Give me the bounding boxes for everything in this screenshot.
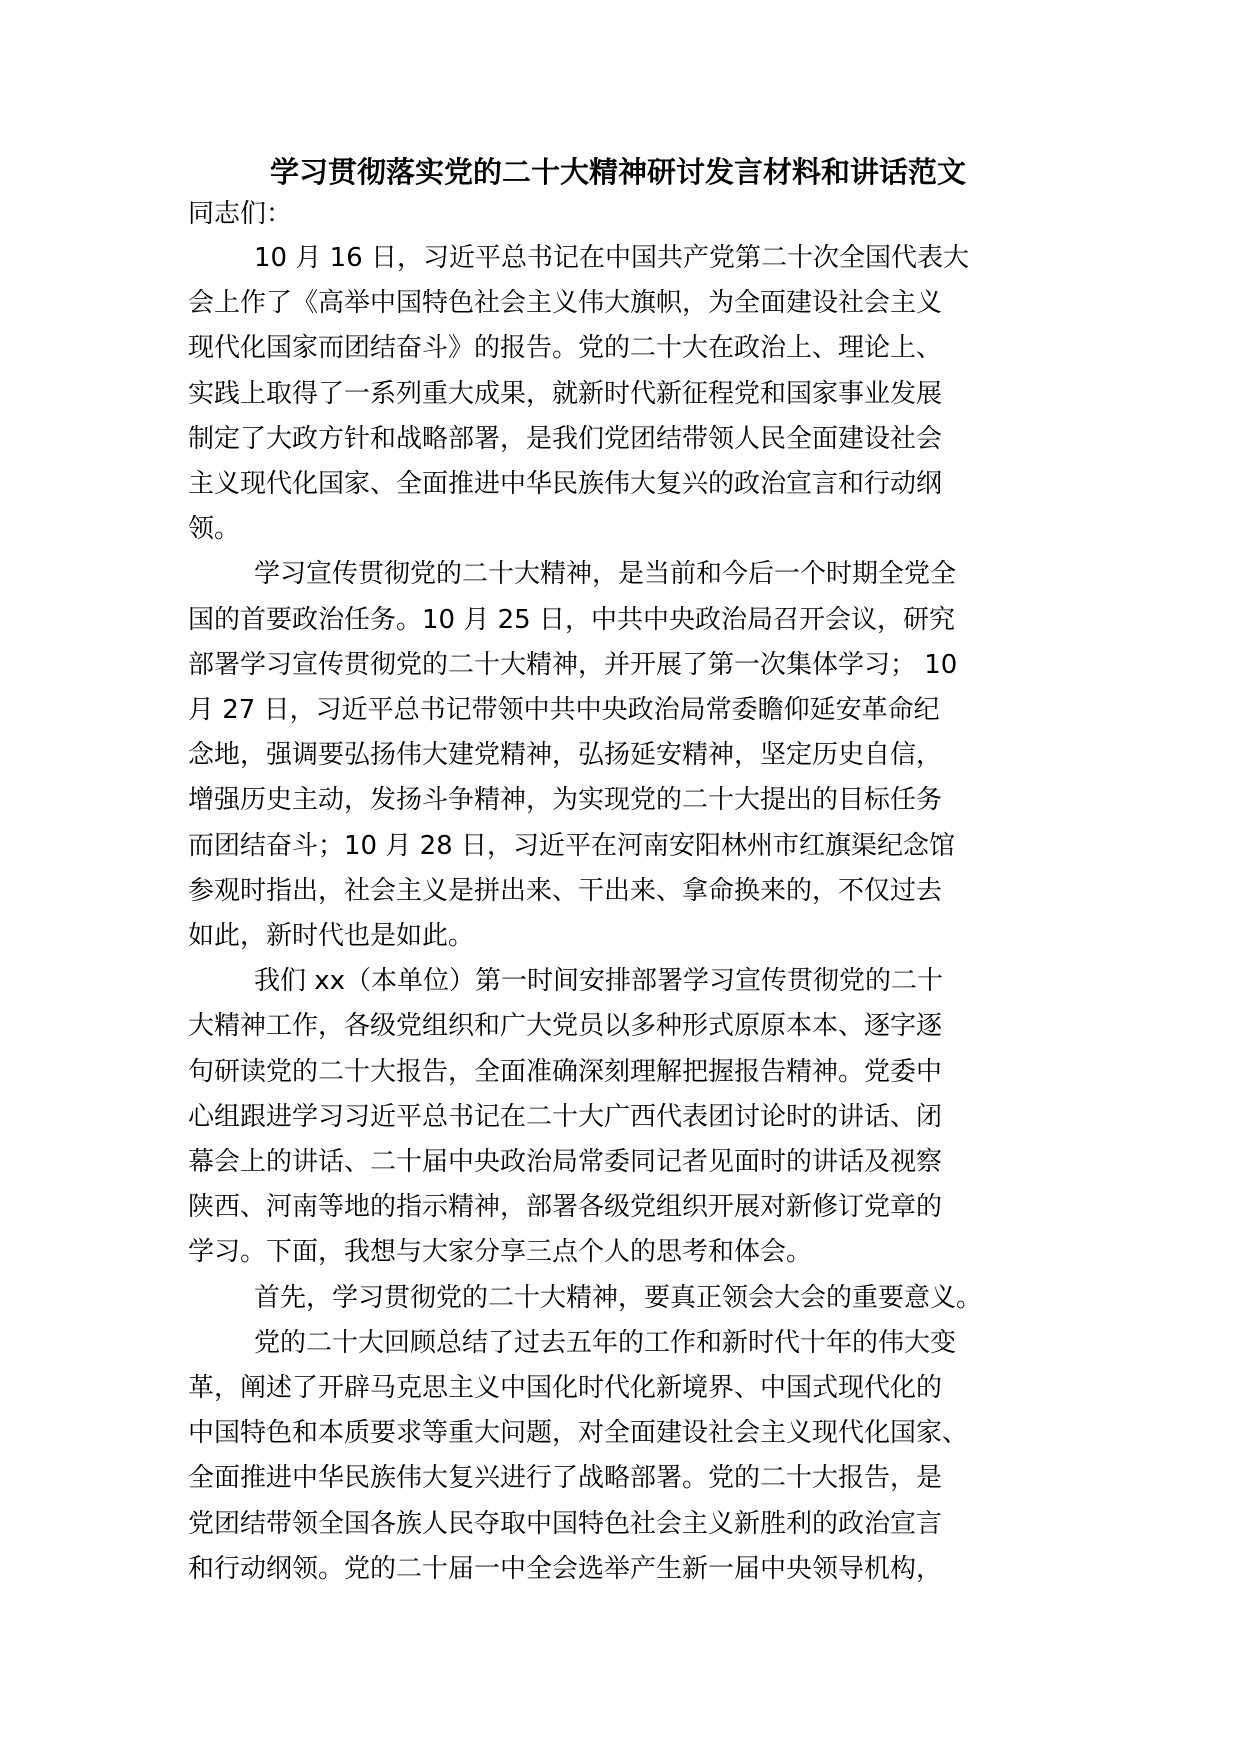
text-line: 学习。下面，我想与大家分享三点个人的思考和体会。 [188,1237,813,1268]
document-title: 学习贯彻落实党的二十大精神研讨发言材料和讲话范文 [269,155,966,189]
text-line: 句研读党的二十大报告，全面准确深刻理解把握报告精神。党委中 [188,1056,943,1087]
text-line: 首先，学习贯彻党的二十大精神，要真正领会大会的重要意义。 [254,1282,983,1313]
text-line: 主义现代化国家、全面推进中华民族伟大复兴的政治宣言和行动纲 [188,469,943,500]
text-line: 大精神工作，各级党组织和广大党员以多种形式原原本本、逐字逐 [188,1011,943,1042]
text-line: 领。 [188,514,241,545]
text-line: 和行动纲领。党的二十届一中全会选举产生新一届中央领导机构， [188,1553,943,1584]
text-line: 我们 xx（本单位）第一时间安排部署学习宣传贯彻党的二十 [254,966,944,997]
text-line: 如此，新时代也是如此。 [188,921,475,952]
body-paragraph [188,552,1064,959]
body-paragraph [188,236,1064,552]
text-line: 部署学习宣传贯彻党的二十大精神，并开展了第一次集体学习； 10 [188,649,958,680]
body-paragraph [188,1321,1064,1592]
body-paragraph [188,959,1064,1275]
text-line: 心组跟进学习习近平总书记在二十大广西代表团讨论时的讲话、闭 [188,1101,943,1132]
text-line: 参观时指出，社会主义是拼出来、干出来、拿命换来的，不仅过去 [188,875,943,906]
text-line: 党团结带领全国各族人民夺取中国特色社会主义新胜利的政治宣言 [188,1508,943,1539]
salutation: 同志们： [188,199,293,229]
text-line: 学习宣传贯彻党的二十大精神，是当前和今后一个时期全党全 [254,559,957,590]
text-line: 会上作了《高举中国特色社会主义伟大旗帜，为全面建设社会主义 [188,288,943,319]
text-line: 10 月 16 日，习近平总书记在中国共产党第二十次全国代表大 [254,243,969,273]
body-paragraph [188,1276,1064,1321]
text-line: 月 27 日，习近平总书记带领中共中央政治局常委瞻仰延安革命纪 [188,695,940,726]
text-line: 革，阐述了开辟马克思主义中国化时代化新境界、中国式现代化的 [188,1373,943,1404]
text-line: 制定了大政方针和战略部署，是我们党团结带领人民全面建设社会 [188,423,943,454]
text-line: 现代化国家而团结奋斗》的报告。党的二十大在政治上、理论上、 [188,333,943,364]
text-line: 全面推进中华民族伟大复兴进行了战略部署。党的二十大报告，是 [188,1463,943,1494]
text-line: 幕会上的讲话、二十届中央政治局常委同记者见面时的讲话及视察 [188,1147,943,1178]
text-line: 而团结奋斗；10 月 28 日，习近平在河南安阳林州市红旗渠纪念馆 [188,830,955,861]
text-line: 念地，强调要弘扬伟大建党精神，弘扬延安精神，坚定历史自信， [188,740,943,771]
document-page [188,152,1064,1592]
text-line: 陕西、河南等地的指示精神，部署各级党组织开展对新修订党章的 [188,1192,943,1223]
text-line: 国的首要政治任务。10 月 25 日，中共中央政治局召开会议，研究 [188,604,955,635]
text-line: 实践上取得了一系列重大成果，就新时代新征程党和国家事业发展 [188,378,943,409]
text-line: 中国特色和本质要求等重大问题，对全面建设社会主义现代化国家、 [188,1418,969,1449]
text-line: 增强历史主动，发扬斗争精神，为实现党的二十大提出的目标任务 [188,785,943,816]
document-body [188,236,1064,1592]
text-line: 党的二十大回顾总结了过去五年的工作和新时代十年的伟大变 [254,1327,957,1358]
